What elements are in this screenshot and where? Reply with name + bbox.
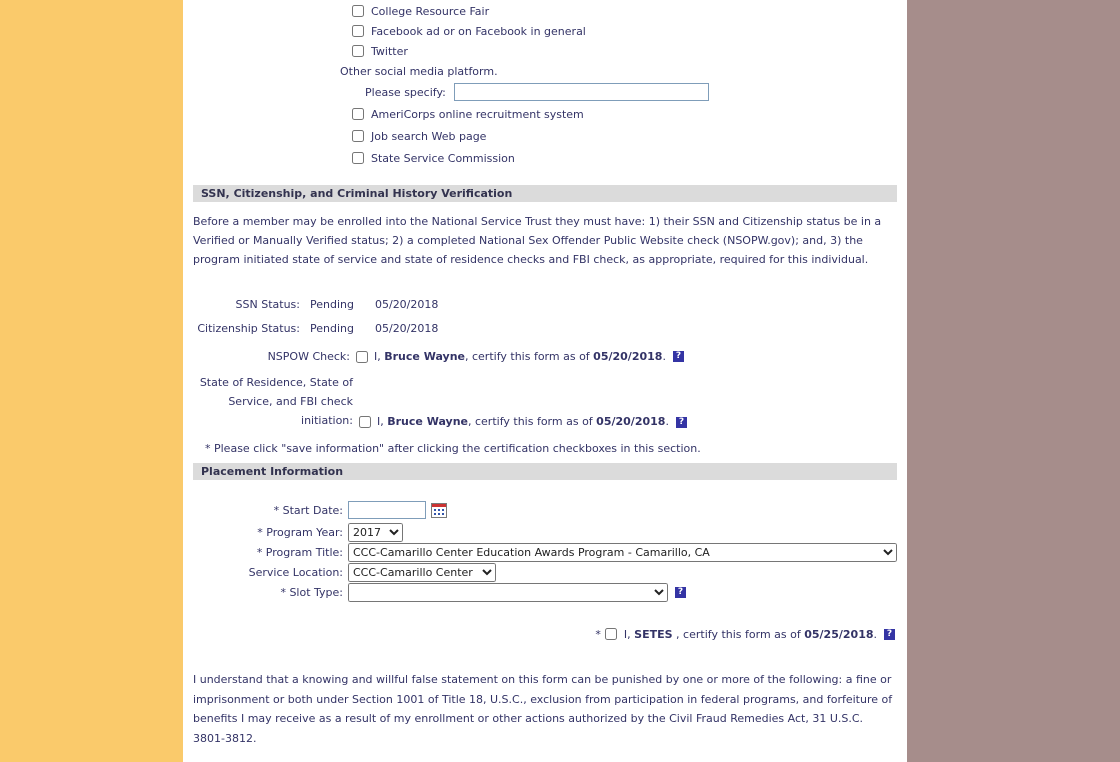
certifier-name: Bruce Wayne (387, 415, 468, 428)
cert-middle: , certify this form as of (465, 350, 594, 363)
right-background-band (907, 0, 1120, 762)
checkbox-row (352, 147, 897, 169)
start-date-input[interactable] (348, 501, 426, 519)
state-fbi-certify-statement (377, 415, 669, 428)
cert-suffix: . (873, 627, 877, 641)
nspow-certify-statement (374, 350, 666, 363)
nspow-check-row (193, 350, 897, 363)
program-title-select[interactable] (348, 543, 897, 562)
checkbox-label: College Resource Fair (371, 4, 490, 18)
cert-date: 05/20/2018 (596, 415, 666, 428)
start-date-label: * Start Date: (273, 503, 343, 517)
citizenship-status-date: 05/20/2018 (374, 321, 439, 335)
facebook-checkbox[interactable] (352, 25, 364, 37)
checkbox-row (352, 1, 897, 21)
service-location-select[interactable] (348, 563, 496, 582)
recruitment-sources-group2 (193, 103, 897, 169)
cert-prefix: I, (623, 627, 635, 641)
slot-type-select[interactable] (348, 583, 668, 602)
nspow-certify-checkbox[interactable] (356, 351, 368, 363)
checkbox-row (352, 125, 897, 147)
checkbox-row (352, 103, 897, 125)
left-background-band (0, 0, 183, 762)
checkbox-label: Facebook ad or on Facebook in general (371, 24, 586, 38)
checkbox-label: Twitter (371, 44, 408, 58)
save-information-note: * Please click "save information" after clicking the certification checkboxes in this section. (205, 442, 701, 455)
cert-suffix: . (665, 415, 669, 428)
required-asterisk: * (595, 627, 601, 641)
verification-intro-text: Before a member may be enrolled into the National Service Trust they must have: 1) their SSN and Citizenship status be in a Verified or Manually Verified status; 2) a completed National Sex Offender Public Website check (NSOPW.gov); and, 3) the program initiated state of service and state of residence checks and FBI check, as appropriate, required for this individual. (193, 215, 882, 266)
help-icon[interactable]: ? (676, 417, 687, 428)
cert-date: 05/20/2018 (593, 350, 663, 363)
state-fbi-check-label: State of Residence, State of Service, and FBI check initiation: (199, 376, 353, 427)
checkbox-label: State Service Commission (371, 151, 515, 165)
citizenship-status-row (193, 320, 897, 336)
please-specify-input[interactable] (454, 83, 709, 101)
setes-certify-checkbox[interactable] (605, 628, 617, 640)
checkbox-label: AmeriCorps online recruitment system (371, 107, 584, 121)
calendar-icon[interactable] (431, 503, 447, 518)
program-year-row (193, 522, 897, 542)
nspow-check-label: NSPOW Check: (267, 350, 350, 363)
service-location-label: Service Location: (248, 565, 343, 579)
checkbox-row (352, 41, 897, 61)
cert-prefix: I, (377, 415, 388, 428)
help-icon[interactable]: ? (884, 629, 895, 640)
program-title-label: * Program Title: (256, 545, 343, 559)
please-specify-row (365, 83, 897, 101)
slot-type-row (193, 582, 897, 602)
cert-middle: , certify this form as of (468, 415, 597, 428)
checkbox-row (352, 21, 897, 41)
slot-type-label: * Slot Type: (280, 585, 343, 599)
state-service-commission-checkbox[interactable] (352, 152, 364, 164)
form-content (183, 0, 907, 762)
twitter-checkbox[interactable] (352, 45, 364, 57)
service-location-row (193, 562, 897, 582)
program-year-label: * Program Year: (257, 525, 343, 539)
ssn-status-value: Pending (310, 297, 354, 311)
college-resource-fair-checkbox[interactable] (352, 5, 364, 17)
setes-certify-row (193, 626, 897, 642)
citizenship-status-value: Pending (310, 321, 354, 335)
help-icon[interactable]: ? (675, 587, 686, 598)
state-fbi-check-row (193, 373, 897, 430)
state-fbi-certify-checkbox[interactable] (359, 416, 371, 428)
program-year-select[interactable] (348, 523, 403, 542)
americorps-online-recruitment-checkbox[interactable] (352, 108, 364, 120)
section-header-verification: SSN, Citizenship, and Criminal History Verification (193, 185, 897, 202)
setes-certify-statement (624, 628, 877, 641)
certifier-name: SETES (634, 627, 673, 641)
citizenship-status-label: Citizenship Status: (197, 321, 300, 335)
job-search-web-page-checkbox[interactable] (352, 130, 364, 142)
program-title-row (193, 542, 897, 562)
help-icon[interactable]: ? (673, 351, 684, 362)
recruitment-sources-block (193, 1, 897, 169)
legal-disclaimer-text: I understand that a knowing and willful false statement on this form can be punished by one or more of the following: a fine or imprisonment or both under Section 1001 of Title 18, U.S.C., exclusion from participation in federal programs, and forfeiture of benefits I may receive as a result of my enrollment or other actions authorized by the Civil Fraud Remedies Act, 31 U.S.C. 3801-3812. (193, 673, 893, 745)
cert-date: 05/25/2018 (804, 627, 874, 641)
cert-middle: , certify this form as of (672, 627, 805, 641)
please-specify-label: Please specify: (365, 85, 446, 99)
cert-suffix: . (662, 350, 666, 363)
ssn-status-date: 05/20/2018 (374, 297, 439, 311)
start-date-row (193, 500, 897, 520)
certifier-name: Bruce Wayne (384, 350, 465, 363)
other-social-media-label: Other social media platform. (340, 65, 498, 78)
ssn-status-label: SSN Status: (235, 297, 300, 311)
ssn-status-row (193, 296, 897, 312)
section-header-placement: Placement Information (193, 463, 897, 480)
checkbox-label: Job search Web page (371, 129, 487, 143)
cert-prefix: I, (374, 350, 385, 363)
